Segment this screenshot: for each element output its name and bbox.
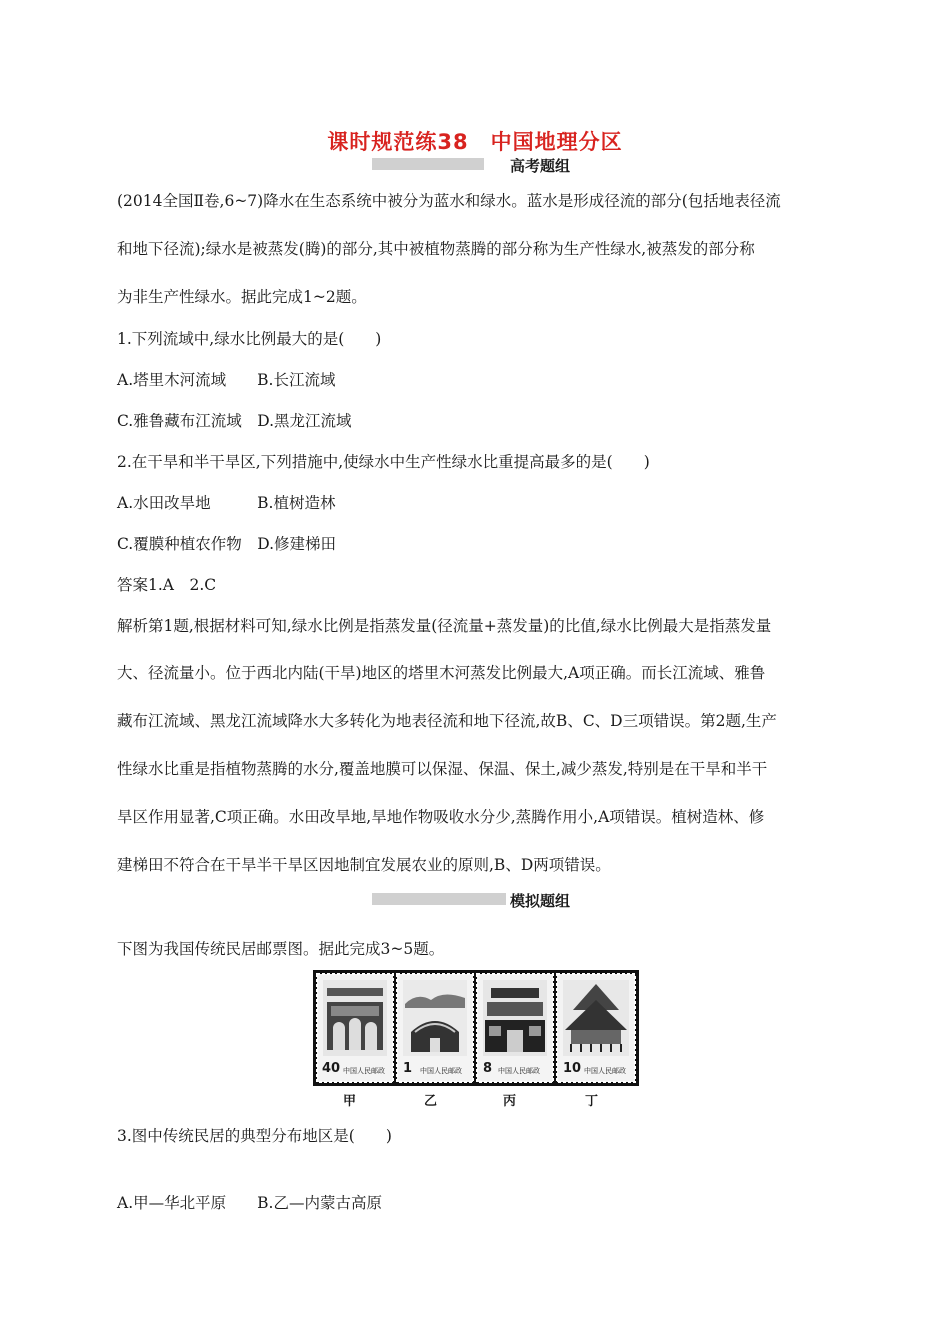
analysis-line: 建梯田不符合在干旱半干旱区因地制宜发展农业的原则,B、D两项错误。 [117,856,611,874]
intro-line: 和地下径流);绿水是被蒸发(腾)的部分,其中被植物蒸腾的部分称为生产性绿水,被蒸发的部分称 [117,240,755,258]
question-2-stem: 2.在干旱和半干旱区,下列措施中,使绿水中生产性绿水比重提高最多的是( ) [117,453,650,471]
analysis-line: 旱区作用显著,C项正确。水田改旱地,旱地作物吸收水分少,蒸腾作用小,A项错误。植树造林、修 [117,808,765,826]
analysis-line: 解析第1题,根据材料可知,绿水比例是指蒸发量(径流量+蒸发量)的比值,绿水比例最大是指蒸发量 [117,617,772,635]
question-1-options: C.雅鲁藏布江流域 D.黑龙江流域 [117,412,352,430]
stamp-caption: 中国人民邮政 [343,1067,385,1075]
section-bar-gaokao [372,158,484,170]
stamp-value: 10 [563,1061,582,1076]
question-2-options: C.覆膜种植农作物 D.修建梯田 [117,535,337,553]
analysis-line: 藏布江流域、黑龙江流域降水大多转化为地表径流和地下径流,故B、C、D三项错误。第2题,生产 [117,712,777,730]
stamp-value: 8 [483,1061,493,1076]
analysis-line: 大、径流量小。位于西北内陆(干旱)地区的塔里木河蒸发比例最大,A项正确。而长江流域、雅鲁 [117,664,766,682]
intro-2: 下图为我国传统民居邮票图。据此完成3~5题。 [117,940,445,958]
question-1-options: A.塔里木河流域 B.长江流域 [117,371,336,389]
page-title: 课时规范练38 中国地理分区 [327,130,623,154]
question-2-options: A.水田改旱地 B.植树造林 [117,494,336,512]
stamp-label: 丙 [503,1094,517,1109]
question-1-stem: 1.下列流域中,绿水比例最大的是( ) [117,330,382,348]
stamp-caption: 中国人民邮政 [498,1067,540,1075]
answer: 答案1.A 2.C [117,576,217,594]
intro-line: (2014全国Ⅱ卷,6~7)降水在生态系统中被分为蓝水和绿水。蓝水是形成径流的部分(包括地表径流 [117,192,781,210]
section-label-gaokao: 高考题组 [510,157,571,175]
section-bar-moni [372,893,506,905]
stamp-label: 丁 [585,1094,599,1109]
question-3-options: A.甲—华北平原 B.乙—内蒙古高原 [117,1194,382,1212]
analysis-line: 性绿水比重是指植物蒸腾的水分,覆盖地膜可以保湿、保温、保土,减少蒸发,特别是在干旱和半干 [117,760,768,778]
question-3-stem: 3.图中传统民居的典型分布地区是( ) [117,1127,392,1145]
intro-line: 为非生产性绿水。据此完成1~2题。 [117,288,367,306]
stamp-value: 1 [403,1061,413,1076]
stamp-caption: 中国人民邮政 [584,1067,626,1075]
stamp-label: 甲 [343,1094,357,1109]
stamp-caption: 中国人民邮政 [420,1067,462,1075]
stamp-label: 乙 [424,1094,438,1109]
stamp-value: 40 [322,1061,341,1076]
section-label-moni: 模拟题组 [510,892,571,910]
